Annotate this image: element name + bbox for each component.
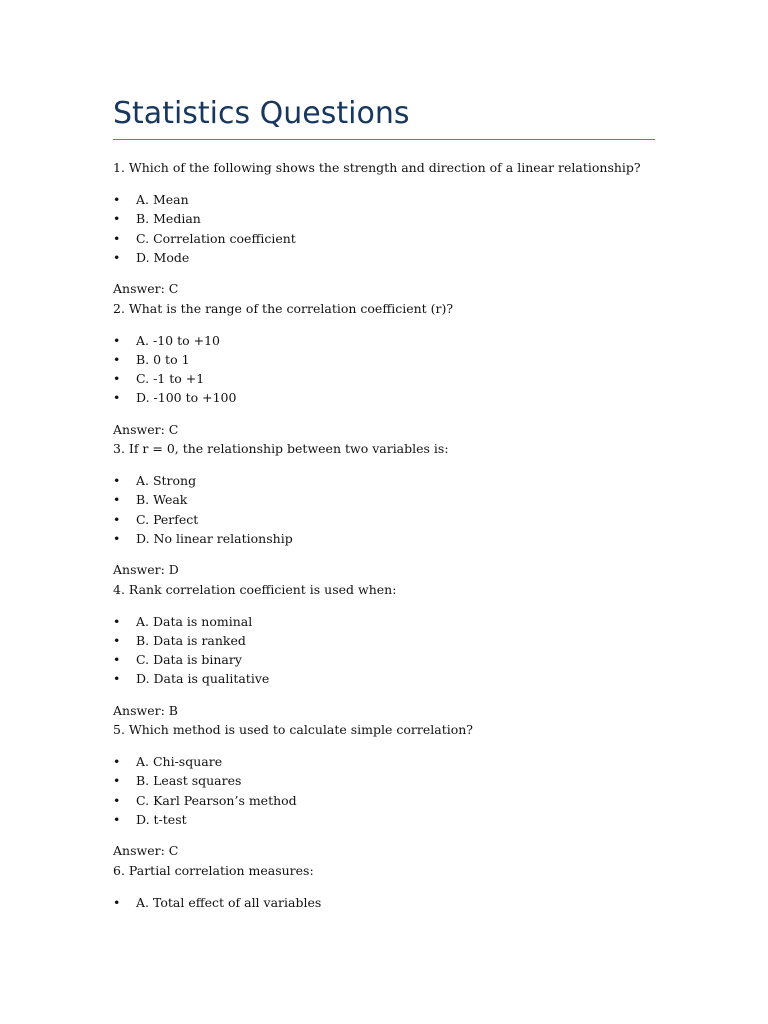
answer-text: Answer: B xyxy=(113,702,178,718)
option-list xyxy=(113,471,655,548)
option-label: B. Median xyxy=(136,211,201,227)
option-list xyxy=(113,752,655,829)
option-list xyxy=(113,190,655,267)
option-label: C. -1 to +1 xyxy=(136,371,205,387)
option-label: C. Perfect xyxy=(136,511,199,527)
option-item xyxy=(113,612,655,631)
bullet-icon: • xyxy=(113,351,121,367)
option-item xyxy=(113,771,655,790)
option-label: A. -10 to +10 xyxy=(136,332,220,348)
title-underline xyxy=(113,139,655,140)
page-title: Statistics Questions xyxy=(113,96,410,131)
option-item xyxy=(113,229,655,248)
answer-text: Answer: C xyxy=(113,421,179,437)
option-item xyxy=(113,388,655,407)
bullet-icon: • xyxy=(113,773,121,789)
option-item xyxy=(113,471,655,490)
option-item xyxy=(113,331,655,350)
question-text: 1. Which of the following shows the strength and direction of a linear relationship? xyxy=(113,160,641,175)
bullet-icon: • xyxy=(113,473,121,488)
option-item xyxy=(113,209,655,228)
question-text: 4. Rank correlation coefficient is used when: xyxy=(113,581,397,597)
bullet-icon: • xyxy=(113,390,121,406)
option-item xyxy=(113,810,655,829)
option-item xyxy=(113,893,655,912)
option-item xyxy=(113,190,655,209)
option-label: A. Total effect of all variables xyxy=(136,894,322,910)
bullet-icon: • xyxy=(113,249,121,265)
bullet-icon: • xyxy=(113,230,121,246)
bullet-icon: • xyxy=(113,671,121,687)
option-list xyxy=(113,893,655,912)
option-label: A. Data is nominal xyxy=(136,613,253,629)
bullet-icon: • xyxy=(113,652,121,668)
bullet-icon: • xyxy=(113,492,121,508)
question-block-2 xyxy=(113,300,655,441)
bullet-icon: • xyxy=(113,754,121,769)
option-label: A. Chi-square xyxy=(136,754,223,769)
option-label: D. Mode xyxy=(136,249,190,265)
option-label: A. Strong xyxy=(136,473,197,488)
option-item xyxy=(113,248,655,267)
option-label: D. Data is qualitative xyxy=(136,671,270,687)
bullet-icon: • xyxy=(113,792,121,808)
question-text: 3. If r = 0, the relationship between two variables is: xyxy=(113,441,449,456)
bullet-icon: • xyxy=(113,511,121,527)
question-list xyxy=(113,159,655,1002)
option-item xyxy=(113,350,655,369)
option-label: B. Least squares xyxy=(136,773,242,789)
option-label: D. t-test xyxy=(136,811,187,827)
bullet-icon: • xyxy=(113,211,121,227)
option-label: B. Data is ranked xyxy=(136,632,246,648)
option-list xyxy=(113,612,655,689)
option-item xyxy=(113,650,655,669)
bullet-icon: • xyxy=(113,530,121,546)
option-item xyxy=(113,510,655,529)
question-block-1 xyxy=(113,159,655,300)
option-label: D. -100 to +100 xyxy=(136,390,237,406)
question-text: 2. What is the range of the correlation coefficient (r)? xyxy=(113,300,454,316)
bullet-icon: • xyxy=(113,371,121,387)
option-label: C. Karl Pearson’s method xyxy=(136,792,297,808)
option-item xyxy=(113,369,655,388)
question-block-5 xyxy=(113,721,655,862)
answer-text: Answer: D xyxy=(113,562,179,578)
bullet-icon: • xyxy=(113,894,121,910)
bullet-icon: • xyxy=(113,192,121,207)
option-label: B. Weak xyxy=(136,492,188,508)
option-label: D. No linear relationship xyxy=(136,530,293,546)
option-item xyxy=(113,791,655,810)
option-item xyxy=(113,631,655,650)
option-item xyxy=(113,669,655,688)
question-block-6 xyxy=(113,862,655,1003)
option-item xyxy=(113,490,655,509)
option-item xyxy=(113,529,655,548)
question-text: 6. Partial correlation measures: xyxy=(113,862,314,878)
question-block-4 xyxy=(113,581,655,722)
option-label: A. Mean xyxy=(136,192,189,207)
bullet-icon: • xyxy=(113,332,121,348)
option-label: C. Data is binary xyxy=(136,652,242,668)
option-item xyxy=(113,752,655,771)
question-block-3 xyxy=(113,440,655,581)
bullet-icon: • xyxy=(113,632,121,648)
answer-text: Answer: C xyxy=(113,281,179,297)
bullet-icon: • xyxy=(113,811,121,827)
bullet-icon: • xyxy=(113,613,121,629)
option-label: C. Correlation coefficient xyxy=(136,230,296,246)
question-text: 5. Which method is used to calculate simple correlation? xyxy=(113,722,473,737)
answer-text: Answer: C xyxy=(113,843,179,859)
option-label: B. 0 to 1 xyxy=(136,351,190,367)
option-list xyxy=(113,331,655,408)
